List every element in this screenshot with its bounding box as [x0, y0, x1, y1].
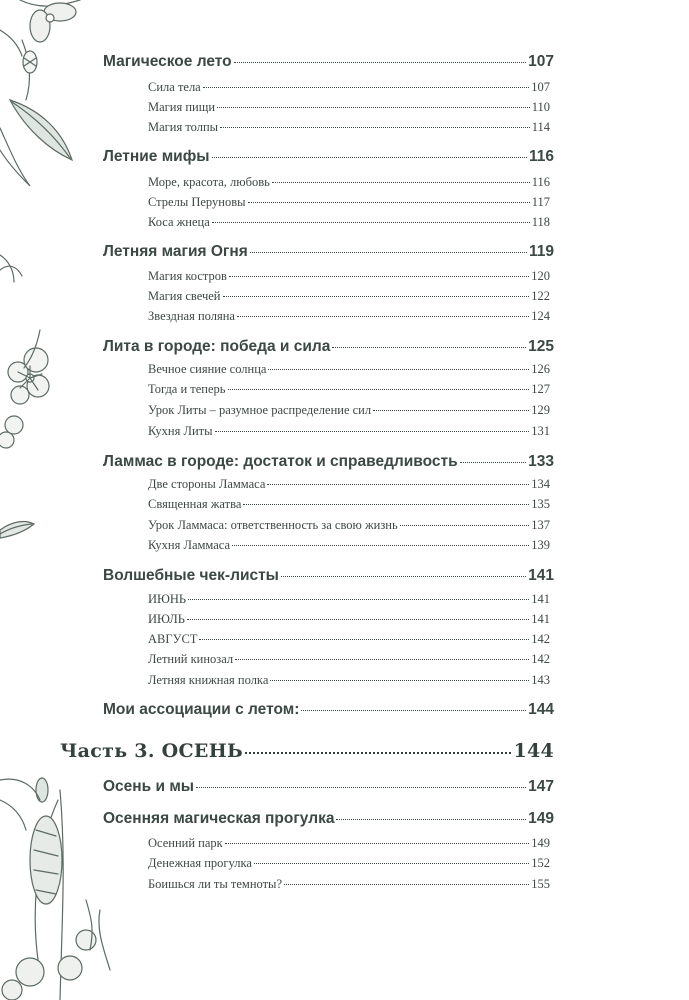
toc-page-number: 127 [531, 382, 550, 396]
toc-title: Море, красота, любовь [148, 175, 270, 189]
toc-entry[interactable] [148, 269, 550, 284]
toc-title: Волшебные чек-листы [103, 567, 279, 584]
toc-page-number: 135 [531, 497, 550, 511]
toc-page-number: 107 [531, 80, 550, 94]
toc-leader-dots [284, 884, 529, 885]
toc-title: Коса жнеца [148, 215, 210, 229]
toc-title: Сила тела [148, 80, 201, 94]
toc-leader-dots [400, 525, 530, 526]
toc-title: Стрелы Перуновы [148, 195, 246, 209]
toc-title: Боишься ли ты темноты? [148, 877, 283, 891]
toc-section[interactable] [103, 53, 554, 71]
toc-title: Звездная поляна [148, 309, 235, 323]
toc-entry[interactable] [148, 877, 550, 892]
toc-title: Священная жатва [148, 497, 242, 511]
toc-leader-dots [229, 276, 529, 277]
toc-title: Магия свечей [148, 289, 221, 303]
toc-page-number: 131 [531, 424, 550, 438]
toc-title: Денежная прогулка [148, 856, 252, 870]
toc-page-number: 118 [531, 215, 550, 229]
toc-entry[interactable] [148, 175, 550, 190]
toc-leader-dots [460, 462, 527, 463]
toc-title: Лита в городе: победа и сила [103, 338, 331, 355]
toc-leader-dots [254, 863, 529, 864]
toc-title: Тогда и теперь [148, 382, 226, 396]
toc-title: Ламмас в городе: достаток и справедливость [103, 453, 458, 470]
toc-leader-dots [336, 819, 526, 820]
toc-leader-dots [332, 347, 526, 348]
toc-entry[interactable] [148, 195, 550, 210]
toc-leader-dots [373, 410, 529, 411]
toc-page-number: 141 [531, 612, 550, 626]
toc-page-number: 120 [531, 269, 550, 283]
toc-entry[interactable] [148, 632, 550, 647]
toc-entry[interactable] [148, 403, 550, 418]
toc-leader-dots [250, 252, 527, 253]
toc-page-number: 152 [531, 856, 550, 870]
toc-section[interactable] [103, 338, 554, 356]
toc-page-number: 119 [528, 243, 554, 260]
toc-entry[interactable] [148, 538, 550, 553]
toc-title: Магия костров [148, 269, 227, 283]
toc-title: Мои ассоциации с летом: [103, 701, 300, 718]
toc-leader-dots [187, 619, 529, 620]
toc-page-number: 137 [531, 518, 550, 532]
toc-page-number: 124 [531, 309, 550, 323]
toc-entry[interactable] [148, 673, 550, 688]
toc-entry[interactable] [148, 382, 550, 397]
toc-title: Урок Ламмаса: ответственность за свою жизнь [148, 518, 398, 532]
toc-leader-dots [245, 752, 511, 754]
toc-page-number: 149 [531, 836, 550, 850]
toc-page-number: 107 [528, 53, 554, 70]
toc-section[interactable] [103, 810, 554, 828]
toc-page-number: 110 [531, 100, 550, 114]
toc-entry[interactable] [148, 856, 550, 871]
toc-title: Урок Литы – разумное распределение сил [148, 403, 372, 417]
toc-leader-dots [272, 182, 530, 183]
toc-page-number: 133 [528, 453, 554, 470]
toc-entry[interactable] [148, 362, 550, 377]
toc-section[interactable] [103, 567, 554, 585]
toc-title: Летняя книжная полка [148, 673, 269, 687]
toc-title: Две стороны Ламмаса [148, 477, 266, 491]
toc-entry[interactable] [148, 289, 550, 304]
toc-leader-dots [188, 599, 529, 600]
toc-entry[interactable] [148, 309, 550, 324]
toc-entry[interactable] [148, 120, 550, 135]
toc-title: Летние мифы [103, 148, 210, 165]
toc-leader-dots [267, 484, 529, 485]
toc-page-number: 116 [531, 175, 550, 189]
toc-leader-dots [228, 389, 530, 390]
toc-leader-dots [203, 87, 530, 88]
toc-entry[interactable] [148, 652, 550, 667]
toc-title: Осенний парк [148, 836, 223, 850]
toc-page-number: 147 [528, 778, 554, 795]
toc-entry[interactable] [148, 80, 550, 95]
toc-page-number: 114 [531, 120, 550, 134]
toc-page-number: 155 [531, 877, 550, 891]
toc-title: ИЮЛЬ [148, 612, 185, 626]
toc-page-number: 149 [528, 810, 554, 827]
toc-leader-dots [248, 202, 530, 203]
toc-title: Летний кинозал [148, 652, 234, 666]
toc-title: Вечное сияние солнца [148, 362, 267, 376]
toc-entry[interactable] [148, 477, 550, 492]
toc-section[interactable] [103, 148, 554, 166]
toc-page-number: 144 [528, 701, 554, 718]
toc-leader-dots [270, 680, 529, 681]
toc-entry[interactable] [148, 424, 550, 439]
toc-page-number: 143 [531, 673, 550, 687]
toc-entry[interactable] [148, 215, 550, 230]
toc-title: Кухня Литы [148, 424, 213, 438]
toc-leader-dots [243, 504, 529, 505]
toc-page-number: 134 [531, 477, 550, 491]
toc-title: Магия пищи [148, 100, 216, 114]
toc-leader-dots [212, 222, 530, 223]
toc-section[interactable] [103, 701, 554, 719]
toc-title: Часть 3. ОСЕНЬ [60, 740, 243, 762]
toc-entry[interactable] [148, 612, 550, 627]
toc-leader-dots [237, 316, 529, 317]
toc-leader-dots [301, 710, 526, 711]
toc-page-number: 117 [531, 195, 550, 209]
toc-leader-dots [220, 127, 530, 128]
toc-title: Кухня Ламмаса [148, 538, 231, 552]
toc-leader-dots [281, 576, 526, 577]
toc-leader-dots [225, 843, 530, 844]
toc-page-number: 116 [528, 148, 554, 165]
toc-title: АВГУСТ [148, 632, 198, 646]
toc-page-number: 139 [531, 538, 550, 552]
toc-leader-dots [199, 639, 529, 640]
toc-title: ИЮНЬ [148, 592, 187, 606]
toc-page-number: 142 [531, 632, 550, 646]
toc-page-number: 144 [513, 740, 554, 762]
toc-leader-dots [212, 157, 527, 158]
toc-page-number: 141 [531, 592, 550, 606]
toc-leader-dots [268, 369, 529, 370]
toc-part[interactable] [60, 740, 554, 762]
toc-title: Магическое лето [103, 53, 232, 70]
toc-title: Осень и мы [103, 778, 195, 795]
toc-leader-dots [223, 296, 530, 297]
toc-leader-dots [217, 107, 530, 108]
toc-entry[interactable] [148, 518, 550, 533]
toc-page-number: 129 [531, 403, 550, 417]
toc-title: Магия толпы [148, 120, 219, 134]
toc-entry[interactable] [148, 836, 550, 851]
toc-page-number: 142 [531, 652, 550, 666]
toc-entry[interactable] [148, 497, 550, 512]
toc-title: Осенняя магическая прогулка [103, 810, 335, 827]
toc-leader-dots [234, 62, 527, 63]
toc-page-number: 125 [528, 338, 554, 355]
toc-entry[interactable] [148, 100, 550, 115]
toc-title: Летняя магия Огня [103, 243, 248, 260]
toc-section[interactable] [103, 243, 554, 261]
toc-page-number: 141 [528, 567, 554, 584]
toc-leader-dots [235, 659, 529, 660]
toc-leader-dots [215, 431, 530, 432]
toc-leader-dots [232, 545, 529, 546]
toc-leader-dots [196, 787, 526, 788]
toc-entry[interactable] [148, 592, 550, 607]
toc-section[interactable] [103, 453, 554, 471]
toc-page-number: 122 [531, 289, 550, 303]
toc-section[interactable] [103, 778, 554, 796]
toc-page-number: 126 [531, 362, 550, 376]
